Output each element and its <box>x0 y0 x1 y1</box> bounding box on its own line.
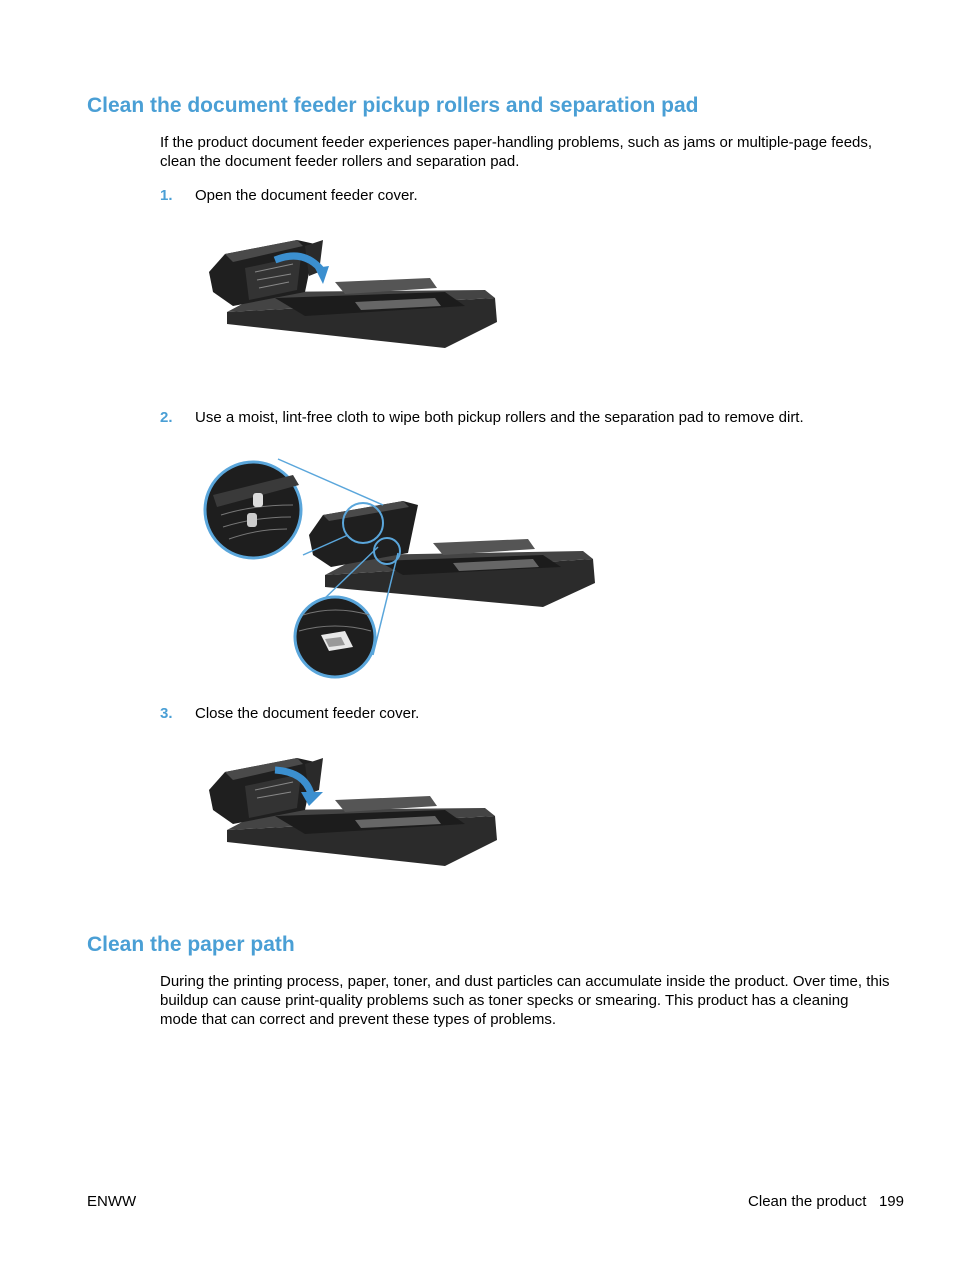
figure-close-feeder-cover <box>205 750 500 868</box>
step-1-text: Open the document feeder cover. <box>195 187 418 204</box>
paper-path-intro-paragraph: During the printing process, paper, toner, and dust particles can accumulate inside the product. Over time, this buildup can cause print-quality problems such as toner specks or smearing. This product has a cleaning mode that can correct and prevent these types of problems. <box>160 973 890 1028</box>
footer-section: Clean the product <box>748 1193 867 1210</box>
section-title-paper-path: Clean the paper path <box>87 933 295 956</box>
section-title-feeder: Clean the document feeder pickup rollers and separation pad <box>87 94 699 117</box>
step-3-text: Close the document feeder cover. <box>195 705 420 722</box>
figure-open-feeder-cover <box>205 232 500 350</box>
figure-wipe-rollers <box>203 455 598 681</box>
step-2 <box>160 408 804 427</box>
step-1 <box>160 186 418 205</box>
footer-right <box>748 1193 904 1210</box>
step-3 <box>160 704 419 723</box>
step-3-number: 3. <box>160 705 173 722</box>
feeder-intro-paragraph: If the product document feeder experiences paper-handling problems, such as jams or multiple-page feeds, clean the document feeder rollers and separation pad. <box>160 134 873 170</box>
step-2-text: Use a moist, lint-free cloth to wipe both pickup rollers and the separation pad to remove dirt. <box>195 409 804 426</box>
page-number: 199 <box>878 1193 904 1210</box>
step-1-number: 1. <box>160 187 173 204</box>
footer-left: ENWW <box>87 1193 137 1210</box>
step-2-number: 2. <box>160 409 173 426</box>
